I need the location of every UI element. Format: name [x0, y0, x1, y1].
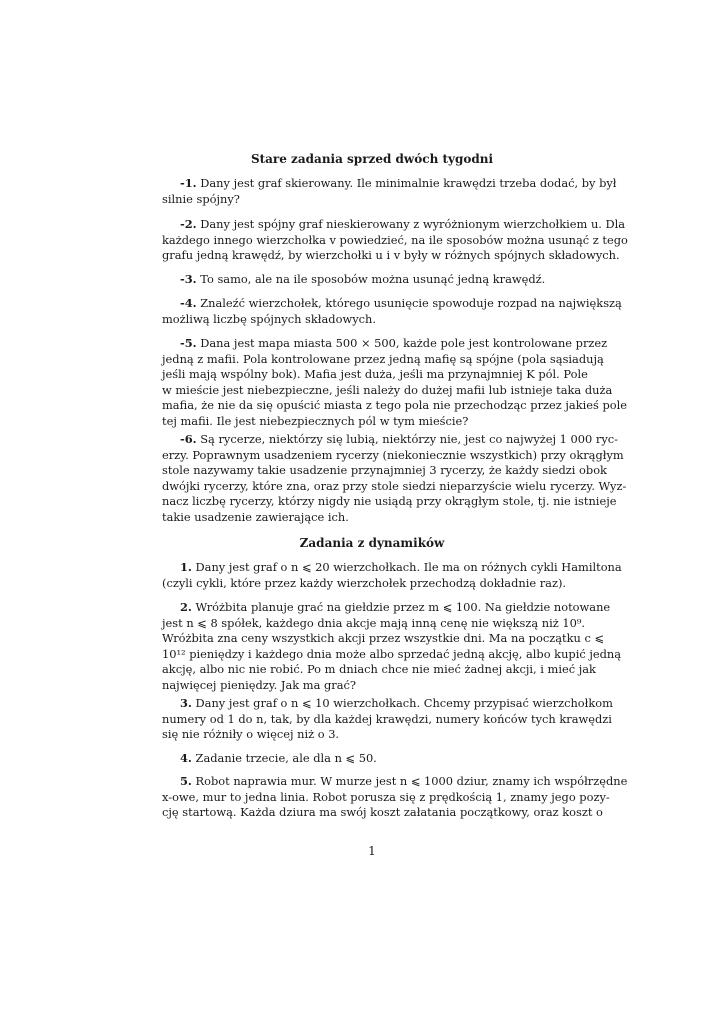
- document-page: [162, 0, 628, 1024]
- problem-line: To samo, ale na ile sposobów można usunąć jedną krawędź.: [200, 272, 546, 286]
- problem-item: [162, 560, 622, 591]
- problem-line: jeśli mają wspólny bok). Mafia jest duża, jeśli ma przynajmniej K pól. Pole: [162, 367, 588, 382]
- problem-item: [162, 774, 628, 821]
- problem-number: 5.: [180, 774, 192, 788]
- problem-number: 1.: [180, 560, 192, 574]
- problem-line: mafia, że nie da się opuścić miasta z tego pola nie przechodząc przez jakieś pole: [162, 398, 628, 413]
- problem-item: [162, 751, 582, 767]
- problem-line: tej mafii. Ile jest niebezpiecznych pól w tym mieście?: [162, 413, 469, 428]
- problem-line: Dany jest graf skierowany. Ile minimalnie krawędzi trzeba dodać, by był: [200, 176, 617, 190]
- problem-number: 4.: [180, 751, 192, 765]
- problem-line: nacz liczbę rycerzy, którzy nigdy nie usiądą przy okrągłym stole, tj. nie istnieje: [162, 494, 617, 509]
- page-number: 1: [368, 844, 376, 858]
- problem-line: x-owe, mur to jedna linia. Robot porusza się z prędkością 1, znamy jego pozy-: [162, 789, 610, 804]
- section-title: Stare zadania sprzed dwóch tygodni: [250, 152, 494, 166]
- problem-line: erzy. Poprawnym usadzeniem rycerzy (niekoniecznie wszystkich) przy okrągłym: [162, 447, 624, 462]
- problem-number: 3.: [180, 696, 192, 710]
- problem-line: Są rycerze, niektórzy się lubią, niektórzy nie, jest co najwyżej 1 000 ryc-: [200, 432, 619, 446]
- problem-line: możliwą liczbę spójnych składowych.: [162, 311, 376, 326]
- problem-number: -4.: [180, 296, 197, 310]
- problem-item: [162, 432, 627, 526]
- problem-number: -2.: [180, 217, 197, 231]
- problem-number: -6.: [180, 432, 197, 446]
- problem-line: Zadanie trzecie, ale dla n ⩽ 50.: [195, 751, 377, 765]
- problem-line: najwięcej pieniędzy. Jak ma grać?: [162, 677, 357, 692]
- problem-item: [162, 296, 622, 327]
- problem-line: Robot naprawia mur. W murze jest n ⩽ 1000 dziur, znamy ich współrzędne: [195, 774, 628, 788]
- problem-line: 10¹² pieniędzy i każdego dnia może albo sprzedać jedną akcję, albo kupić jedną: [162, 646, 622, 661]
- problem-line: Wróżbita zna ceny wszystkich akcji przez wszystkie dni. Ma na początku c ⩽: [162, 631, 604, 646]
- problem-line: stole nazywamy takie usadzenie przynajmniej 3 rycerzy, że każdy siedzi obok: [162, 463, 607, 478]
- problem-line: Dany jest graf o n ⩽ 20 wierzchołkach. Ile ma on różnych cykli Hamiltona: [195, 560, 622, 574]
- problem-line: Wróżbita planuje grać na giełdzie przez m ⩽ 100. Na giełdzie notowane: [195, 600, 611, 614]
- section-title: Zadania z dynamików: [299, 536, 445, 550]
- problem-line: akcję, albo nic nie robić. Po m dniach chce nie mieć żadnej akcji, i mieć jak: [162, 662, 596, 677]
- problem-line: Dany jest spójny graf nieskierowany z wyróżnionym wierzchołkiem u. Dla: [200, 217, 626, 231]
- problem-number: -5.: [180, 336, 197, 350]
- problem-item: [162, 176, 617, 207]
- problem-line: jest n ⩽ 8 spółek, każdego dnia akcje mają inną cenę nie większą niż 10⁹.: [162, 615, 586, 630]
- problem-item: [162, 696, 613, 743]
- problem-item: [162, 600, 622, 694]
- problem-item: [162, 217, 628, 264]
- problem-item: [162, 336, 628, 430]
- problem-line: cję startową. Każda dziura ma swój koszt załatania początkowy, oraz koszt o: [162, 805, 603, 820]
- problem-line: Znaleźć wierzchołek, którego usunięcie spowoduje rozpad na największą: [200, 296, 622, 310]
- problem-line: jedną z mafii. Pola kontrolowane przez jedną mafię są spójne (pola sąsiadują: [162, 351, 604, 366]
- problem-line: (czyli cykli, które przez każdy wierzchołek przechodzą dokładnie raz).: [162, 575, 567, 590]
- problem-line: numery od 1 do n, tak, by dla każdej krawędzi, numery końców tych krawędzi: [162, 711, 612, 726]
- problem-line: takie usadzenie zawierające ich.: [162, 509, 349, 524]
- problem-line: w mieście jest niebezpieczne, jeśli należy do dużej mafii lub istnieje taka duża: [162, 382, 613, 397]
- problem-line: każdego innego wierzchołka v powiedzieć, na ile sposobów można usunąć z tego: [162, 232, 628, 247]
- problem-number: -3.: [180, 272, 197, 286]
- problem-line: Dany jest graf o n ⩽ 10 wierzchołkach. Chcemy przypisać wierzchołkom: [195, 696, 613, 710]
- problem-number: -1.: [180, 176, 197, 190]
- problem-line: się nie różniły o więcej niż o 3.: [162, 727, 340, 742]
- problem-line: silnie spójny?: [162, 191, 240, 206]
- problem-item: [162, 272, 582, 288]
- problem-number: 2.: [180, 600, 192, 614]
- problem-line: Dana jest mapa miasta 500 × 500, każde pole jest kontrolowane przez: [200, 336, 608, 350]
- problem-line: grafu jedną krawędź, by wierzchołki u i v były w różnych spójnych składowych.: [162, 248, 620, 263]
- problem-line: dwójki rycerzy, które zna, oraz przy stole siedzi nieparzyście wielu rycerzy. Wyz-: [162, 478, 627, 493]
